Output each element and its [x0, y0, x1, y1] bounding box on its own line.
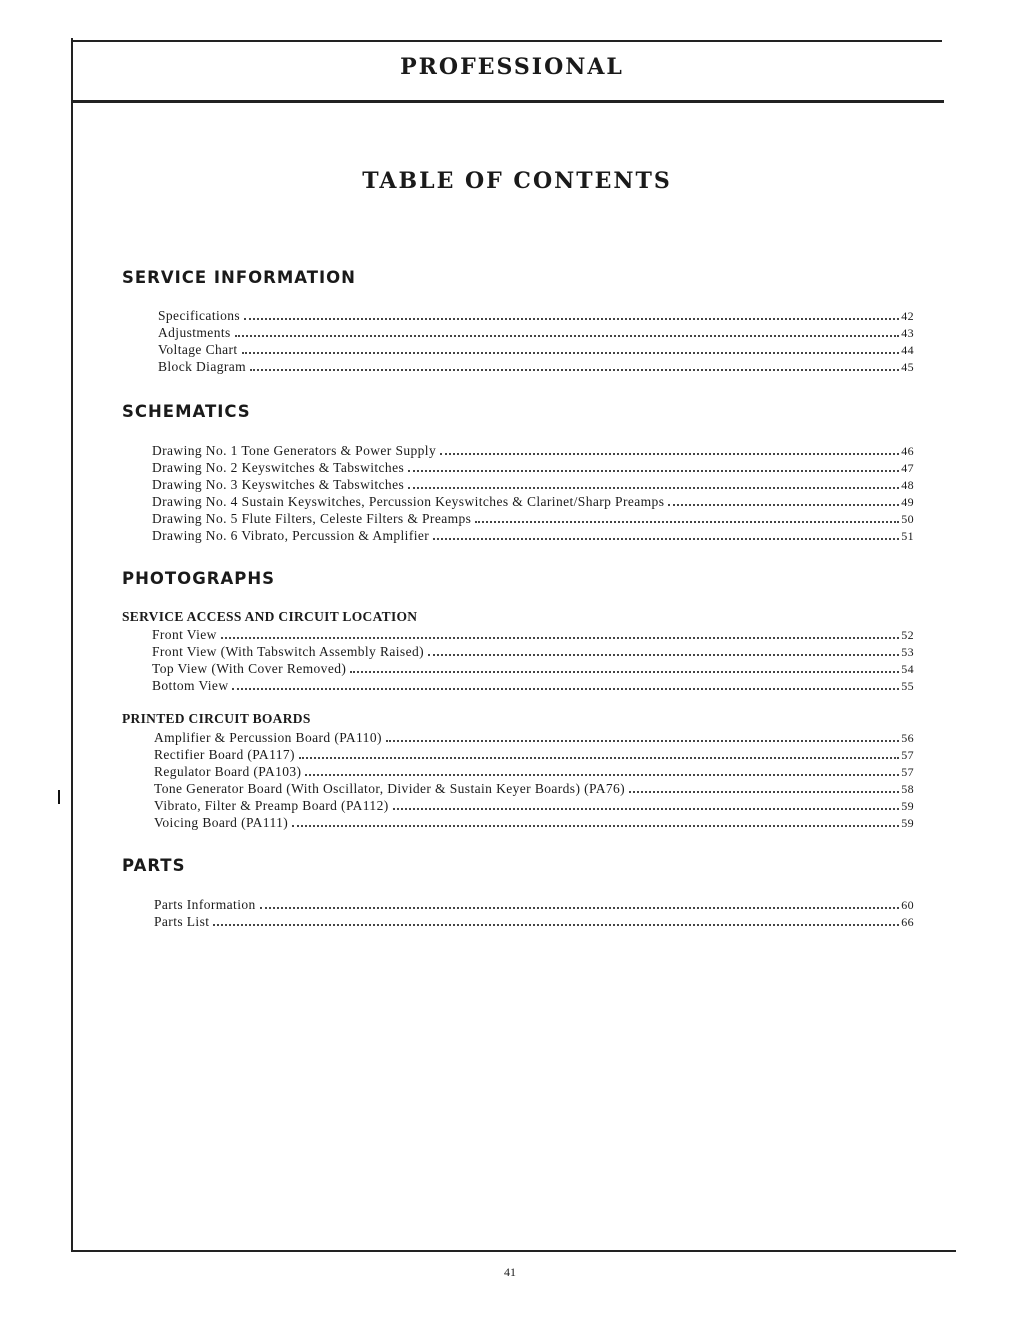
leader-dots	[292, 825, 899, 827]
footer-rule	[72, 1250, 956, 1252]
toc-entry[interactable]	[152, 627, 914, 643]
toc-entry-page: 48	[901, 478, 914, 492]
toc-entry[interactable]	[152, 477, 914, 493]
left-frame-rule	[71, 38, 73, 1252]
toc-entry-page: 42	[901, 309, 914, 323]
toc-entry[interactable]	[152, 460, 914, 476]
toc-entry-page: 59	[901, 799, 914, 813]
toc-entry-label: Block Diagram	[158, 359, 247, 374]
toc-entry[interactable]	[152, 661, 914, 677]
toc-entry-label: Amplifier & Percussion Board (PA110)	[154, 730, 382, 745]
toc-entry-page: 57	[901, 748, 914, 762]
section-heading-parts: PARTS	[122, 856, 186, 875]
toc-entry-label: Front View (With Tabswitch Assembly Raised)	[152, 644, 425, 659]
toc-entry-page: 45	[901, 360, 914, 374]
leader-dots	[221, 637, 899, 639]
toc-entry-label: Adjustments	[158, 325, 231, 340]
toc-entry[interactable]	[158, 359, 914, 375]
toc-entry-label: Drawing No. 4 Sustain Keyswitches, Percussion Keyswitches & Clarinet/Sharp Preamps	[152, 494, 665, 509]
toc-entry[interactable]	[152, 528, 914, 544]
toc-entry[interactable]	[158, 325, 914, 341]
page-number: 41	[504, 1265, 516, 1279]
section-heading-schematics: SCHEMATICS	[122, 402, 251, 421]
toc-entry[interactable]	[158, 342, 914, 358]
leader-dots	[235, 335, 900, 337]
toc-entry-label: Parts List	[154, 914, 210, 929]
leader-dots	[408, 487, 899, 489]
toc-entry-label: Voicing Board (PA111)	[154, 815, 289, 830]
header-title: PROFESSIONAL	[400, 54, 624, 80]
toc-entry[interactable]	[152, 443, 914, 459]
toc-entry-page: 43	[901, 326, 914, 340]
toc-entry-page: 49	[901, 495, 914, 509]
toc-entry-page: 55	[901, 679, 914, 693]
toc-entry-label: Top View (With Cover Removed)	[152, 661, 347, 676]
toc-entry-label: Front View	[152, 627, 217, 642]
toc-entry[interactable]	[152, 678, 914, 694]
leader-dots	[242, 352, 900, 354]
leader-dots	[408, 470, 899, 472]
leader-dots	[629, 791, 899, 793]
toc-entry-label: Vibrato, Filter & Preamp Board (PA112)	[154, 798, 389, 813]
leader-dots	[244, 318, 899, 320]
toc-entry-label: Parts Information	[154, 897, 256, 912]
toc-entry[interactable]	[154, 730, 914, 746]
leader-dots	[433, 538, 899, 540]
toc-entry[interactable]	[154, 897, 914, 913]
toc-entry[interactable]	[154, 764, 914, 780]
toc-entry[interactable]	[154, 815, 914, 831]
toc-entry-page: 60	[901, 898, 914, 912]
leader-dots	[393, 808, 900, 810]
toc-entry-page: 54	[901, 662, 914, 676]
leader-dots	[260, 907, 900, 909]
leader-dots	[299, 757, 899, 759]
leader-dots	[350, 671, 899, 673]
toc-entry[interactable]	[152, 494, 914, 510]
toc-entry-label: Drawing No. 1 Tone Generators & Power Supply	[152, 443, 437, 458]
toc-entry-page: 46	[901, 444, 914, 458]
toc-entry-page: 58	[901, 782, 914, 796]
leader-dots	[668, 504, 899, 506]
toc-entry-page: 52	[901, 628, 914, 642]
toc-entry-page: 57	[901, 765, 914, 779]
toc-entry-page: 47	[901, 461, 914, 475]
toc-entry-label: Specifications	[158, 308, 241, 323]
toc-entry-label: Bottom View	[152, 678, 229, 693]
toc-entry-label: Drawing No. 2 Keyswitches & Tabswitches	[152, 460, 405, 475]
toc-title: TABLE OF CONTENTS	[362, 168, 672, 194]
toc-entry-label: Voltage Chart	[158, 342, 238, 357]
toc-entry-page: 56	[901, 731, 914, 745]
leader-dots	[232, 688, 899, 690]
toc-entry-page: 51	[901, 529, 914, 543]
toc-entry-label: Drawing No. 5 Flute Filters, Celeste Filters & Preamps	[152, 511, 472, 526]
toc-entry-page: 53	[901, 645, 914, 659]
header-bottom-rule	[72, 100, 944, 103]
toc-entry[interactable]	[152, 511, 914, 527]
leader-dots	[440, 453, 899, 455]
leader-dots	[386, 740, 899, 742]
header-top-rule	[72, 40, 942, 42]
leader-dots	[428, 654, 899, 656]
sub-heading-service-access: SERVICE ACCESS AND CIRCUIT LOCATION	[122, 609, 418, 624]
toc-entry-label: Regulator Board (PA103)	[154, 764, 302, 779]
toc-entry-label: Tone Generator Board (With Oscillator, Divider & Sustain Keyer Boards) (PA76)	[154, 781, 626, 796]
section-heading-photographs: PHOTOGRAPHS	[122, 569, 276, 588]
leader-dots	[305, 774, 899, 776]
section-heading-service-information: SERVICE INFORMATION	[122, 268, 356, 287]
toc-entry-label: Rectifier Board (PA117)	[154, 747, 295, 762]
toc-entry-page: 50	[901, 512, 914, 526]
toc-entry[interactable]	[154, 781, 914, 797]
toc-entry-label: Drawing No. 6 Vibrato, Percussion & Amplifier	[152, 528, 430, 543]
toc-entry[interactable]	[152, 644, 914, 660]
toc-entry-label: Drawing No. 3 Keyswitches & Tabswitches	[152, 477, 405, 492]
toc-entry-page: 44	[901, 343, 914, 357]
toc-entry-page: 66	[901, 915, 914, 929]
leader-dots	[475, 521, 899, 523]
leader-dots	[250, 369, 899, 371]
sub-heading-printed-circuit-boards: PRINTED CIRCUIT BOARDS	[122, 711, 311, 726]
toc-entry-page: 59	[901, 816, 914, 830]
margin-mark	[58, 790, 60, 804]
toc-entry[interactable]	[154, 914, 914, 930]
toc-entry[interactable]	[158, 308, 914, 324]
leader-dots	[213, 924, 899, 926]
toc-entry[interactable]	[154, 747, 914, 763]
toc-entry[interactable]	[154, 798, 914, 814]
